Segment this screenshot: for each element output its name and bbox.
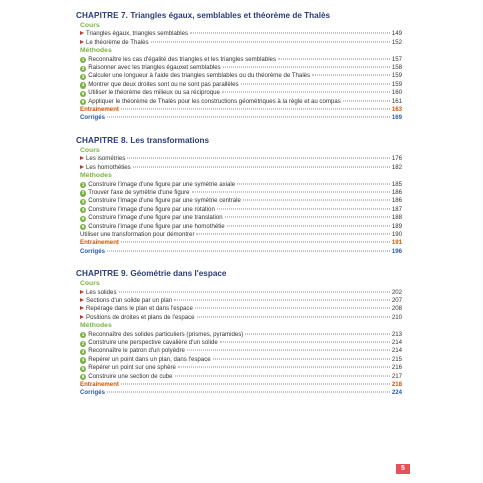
method-entry-label	[80, 214, 223, 222]
entry-text: Le théorème de Thalès	[86, 38, 149, 46]
method-number-badge: 6	[81, 224, 85, 230]
triangle-bullet-icon	[80, 156, 84, 160]
dot-leader	[190, 33, 390, 34]
method-number-badge: 5	[81, 365, 85, 371]
chapter-number: CHAPITRE 9.	[76, 269, 129, 279]
method-entry	[76, 339, 402, 347]
method-number-badge: 4	[81, 82, 85, 88]
entry-text: Montrer que deux droites sont ou ne sont pas parallèles	[88, 80, 239, 88]
method-number-badge: 4	[81, 357, 85, 363]
chapter-section	[76, 10, 402, 123]
cours-entry	[76, 305, 402, 313]
dot-leader	[223, 67, 390, 68]
dot-leader	[195, 308, 390, 309]
method-entry-label	[80, 356, 211, 364]
method-entry	[76, 98, 402, 106]
page-ref: 149	[391, 30, 402, 38]
dot-leader	[237, 183, 390, 184]
method-entry	[76, 72, 402, 80]
entry-text: Calculer une longueur à l'aide des triangles semblables ou du théorème de Thalès	[88, 72, 311, 80]
dot-leader	[217, 208, 390, 209]
method-entry	[76, 214, 402, 222]
page-ref: 185	[391, 180, 402, 188]
cours-heading: Cours	[80, 22, 100, 29]
extra-entry-label	[80, 231, 194, 239]
entry-text: Construire l'image d'une figure par une translation	[88, 214, 223, 222]
dot-leader	[151, 41, 390, 42]
entry-text: Appliquer le théorème de Thalès pour les constructions géométriques à la règle et au compas	[88, 97, 341, 105]
cours-entry	[76, 39, 402, 47]
cours-entry	[76, 297, 402, 305]
page-ref: 182	[391, 163, 402, 171]
chapter-name: Géométrie dans l'espace	[130, 269, 227, 279]
method-number-badge: 1	[81, 57, 85, 63]
entry-text: Sections d'un solide par un plan	[86, 296, 173, 304]
method-number-badge: 1	[81, 332, 85, 338]
corriges-entry	[76, 248, 402, 256]
chapter-number: CHAPITRE 7.	[76, 11, 129, 20]
page-ref: 215	[391, 355, 402, 363]
triangle-bullet-icon	[80, 165, 84, 169]
entry-text: Raisonner avec les triangles égauxet semblables	[88, 64, 221, 72]
dot-leader	[121, 384, 390, 385]
method-entry-label	[80, 181, 235, 189]
method-entry-label	[80, 56, 276, 64]
entry-text: Entraînement	[80, 239, 119, 247]
entrainement-entry	[76, 239, 402, 247]
entry-text: Repérer un point dans un plan, dans l'espace	[88, 355, 211, 363]
method-entry	[76, 331, 402, 339]
dot-leader	[133, 166, 390, 167]
chapter-number: CHAPITRE 8.	[76, 135, 129, 145]
entry-text: Les isométries	[86, 155, 126, 163]
chapter-title	[76, 10, 402, 21]
page-ref: 186	[391, 197, 402, 205]
page-ref: 169	[391, 114, 402, 122]
dot-leader	[107, 392, 390, 393]
triangle-bullet-icon	[80, 298, 84, 302]
entry-text: Construire une section de cube	[88, 372, 173, 380]
cours-entry-label	[80, 155, 125, 163]
page-ref: 213	[391, 330, 402, 338]
entrainement-entry	[76, 106, 402, 114]
page-ref: 163	[391, 106, 402, 114]
method-entry-label	[80, 81, 239, 89]
entrainement-entry-label	[80, 106, 119, 114]
dot-leader	[243, 200, 390, 201]
table-of-contents	[76, 10, 402, 410]
method-entry	[76, 206, 402, 214]
dot-leader	[222, 92, 390, 93]
method-number-badge: 4	[81, 207, 85, 213]
methodes-heading: Méthodes	[80, 322, 112, 330]
method-number-badge: 6	[81, 99, 85, 105]
cours-entry-label	[80, 30, 188, 38]
page-ref: 208	[391, 305, 402, 313]
page-ref: 158	[391, 64, 402, 72]
method-number-badge: 5	[81, 90, 85, 96]
method-entry-label	[80, 373, 173, 381]
entry-text: Construire l'image d'une figure par une rotation	[88, 205, 215, 213]
triangle-bullet-icon	[80, 40, 84, 44]
method-entry	[76, 356, 402, 364]
cours-heading: Cours	[80, 280, 100, 288]
method-entry	[76, 81, 402, 89]
method-number-badge: 1	[81, 182, 85, 187]
chapter-name: Les transformations	[130, 135, 210, 145]
page-ref: 159	[391, 80, 402, 88]
cours-entry-label	[80, 305, 193, 313]
dot-leader	[220, 342, 390, 343]
method-entry-label	[80, 98, 341, 106]
page-ref: 188	[391, 214, 402, 222]
entry-text: Entraînement	[80, 106, 119, 114]
method-entry-label	[80, 347, 185, 355]
method-entry-label	[80, 206, 215, 214]
corriges-entry-label	[80, 389, 105, 397]
page-ref: 196	[391, 247, 402, 255]
page-ref: 161	[391, 97, 402, 105]
page-number-badge: 5	[396, 464, 410, 474]
method-entry-label	[80, 331, 243, 339]
entry-text: Les homothéties	[86, 163, 131, 171]
entry-text: Repérage dans le plan et dans l'espace	[86, 305, 193, 313]
dot-leader	[213, 358, 390, 359]
method-number-badge: 3	[81, 198, 85, 204]
method-entry	[76, 373, 402, 381]
triangle-bullet-icon	[80, 31, 84, 35]
entrainement-entry-label	[80, 381, 119, 389]
page-ref: 152	[391, 38, 402, 46]
entry-text: Triangles égaux, triangles semblables	[86, 30, 189, 38]
entry-text: Reconnaître des solides particuliers (prismes, pyramides)	[88, 330, 244, 338]
method-entry	[76, 64, 402, 72]
dot-leader	[227, 225, 390, 226]
page-ref: 218	[391, 381, 402, 389]
cours-entry	[76, 155, 402, 163]
page-ref: 224	[391, 389, 402, 397]
entrainement-entry	[76, 381, 402, 389]
entry-text: Les solides	[86, 288, 117, 296]
chapter-title	[76, 268, 402, 279]
entry-text: Corrigés	[80, 247, 106, 255]
dot-leader	[107, 117, 390, 118]
entry-text: Utiliser le théorème des milieux ou sa réciproque	[88, 89, 220, 97]
dot-leader	[312, 75, 390, 76]
cours-entry-label	[80, 314, 195, 322]
page-ref: 159	[391, 72, 402, 80]
method-entry-label	[80, 364, 176, 372]
cours-entry-label	[80, 289, 117, 297]
cours-entry-label	[80, 297, 172, 305]
methodes-heading: Méthodes	[80, 47, 112, 55]
dot-leader	[245, 333, 390, 334]
dot-leader	[187, 350, 390, 351]
method-entry-label	[80, 189, 190, 197]
entry-text: Entraînement	[80, 381, 119, 389]
entry-text: Construire une perspective cavalière d'un solide	[88, 339, 218, 346]
dot-leader	[196, 233, 389, 234]
dot-leader	[119, 291, 390, 292]
cours-entry	[76, 164, 402, 172]
method-number-badge: 2	[81, 340, 85, 346]
cours-entry	[76, 30, 402, 38]
triangle-bullet-icon	[80, 306, 84, 310]
entry-text: Reconnaître le patron d'un polyèdre	[88, 347, 185, 355]
page-ref: 176	[391, 155, 402, 163]
entry-text: Trouver l'axe de symétrie d'une figure	[88, 188, 190, 196]
extra-entry	[76, 231, 402, 239]
dot-leader	[197, 316, 390, 317]
method-number-badge: 3	[81, 348, 85, 354]
dot-leader	[107, 250, 390, 251]
dot-leader	[174, 299, 390, 300]
dot-leader	[178, 367, 390, 368]
method-entry	[76, 89, 402, 97]
method-entry-label	[80, 339, 218, 347]
method-number-badge: 3	[81, 73, 85, 79]
dot-leader	[241, 83, 390, 84]
page-ref: 191	[391, 239, 402, 247]
method-number-badge: 6	[81, 374, 85, 380]
method-number-badge: 2	[81, 190, 85, 196]
chapter-section	[76, 268, 402, 398]
corriges-entry-label	[80, 114, 105, 122]
page-ref: 214	[391, 347, 402, 355]
dot-leader	[225, 217, 390, 218]
page-ref: 157	[391, 55, 402, 63]
dot-leader	[175, 375, 390, 376]
page-ref: 207	[391, 296, 402, 304]
cours-entry	[76, 314, 402, 322]
method-entry-label	[80, 197, 241, 205]
page-ref: 186	[391, 188, 402, 196]
chapter-name: Triangles égaux, semblables et théorème de Thalès	[130, 11, 331, 20]
method-entry	[76, 197, 402, 205]
method-entry	[76, 56, 402, 64]
entry-text: Construire l'image d'une figure par une symétrie axiale	[88, 180, 236, 188]
triangle-bullet-icon	[80, 315, 84, 319]
dot-leader	[192, 191, 390, 192]
methodes-heading: Méthodes	[80, 172, 112, 180]
entry-text: Repérer un point sur une sphère	[88, 364, 176, 372]
entry-text: Positions de droites et plans de l'espace	[86, 313, 195, 321]
dot-leader	[121, 109, 390, 110]
dot-leader	[343, 100, 390, 101]
entry-text: Corrigés	[80, 389, 106, 397]
page-ref: 217	[391, 372, 402, 380]
page-ref: 189	[391, 222, 402, 230]
method-entry-label	[80, 72, 310, 80]
entry-text: Construire l'image d'une figure par une symétrie centrale	[88, 197, 241, 205]
method-entry	[76, 364, 402, 372]
dot-leader	[121, 242, 390, 243]
cours-entry	[76, 289, 402, 297]
corriges-entry-label	[80, 248, 105, 256]
method-number-badge: 2	[81, 65, 85, 71]
entry-text: Reconnaître les cas d'égalité des triangles et les triangles semblables	[88, 55, 276, 63]
method-entry	[76, 347, 402, 355]
method-entry-label	[80, 64, 221, 72]
dot-leader	[127, 158, 390, 159]
method-entry	[76, 181, 402, 189]
page-ref: 190	[391, 230, 402, 238]
page-ref: 202	[391, 288, 402, 296]
chapter-section	[76, 135, 402, 256]
corriges-entry	[76, 114, 402, 122]
chapter-title	[76, 135, 402, 146]
method-entry-label	[80, 223, 225, 231]
triangle-bullet-icon	[80, 290, 84, 294]
method-entry	[76, 189, 402, 197]
page-ref: 214	[391, 339, 402, 346]
cours-entry-label	[80, 39, 149, 47]
page-ref: 210	[391, 313, 402, 321]
entry-text: Construire l'image d'une figure par une homothétie	[88, 222, 225, 230]
page-ref: 187	[391, 205, 402, 213]
entry-text: Corrigés	[80, 114, 106, 122]
corriges-entry	[76, 389, 402, 397]
dot-leader	[278, 58, 390, 59]
page-ref: 160	[391, 89, 402, 97]
method-number-badge: 5	[81, 215, 85, 221]
entrainement-entry-label	[80, 239, 119, 247]
cours-entry-label	[80, 164, 131, 172]
method-entry	[76, 223, 402, 231]
page-ref: 216	[391, 364, 402, 372]
entry-text: Utiliser une transformation pour démontrer	[80, 230, 195, 238]
method-entry-label	[80, 89, 220, 97]
cours-heading: Cours	[80, 146, 100, 154]
